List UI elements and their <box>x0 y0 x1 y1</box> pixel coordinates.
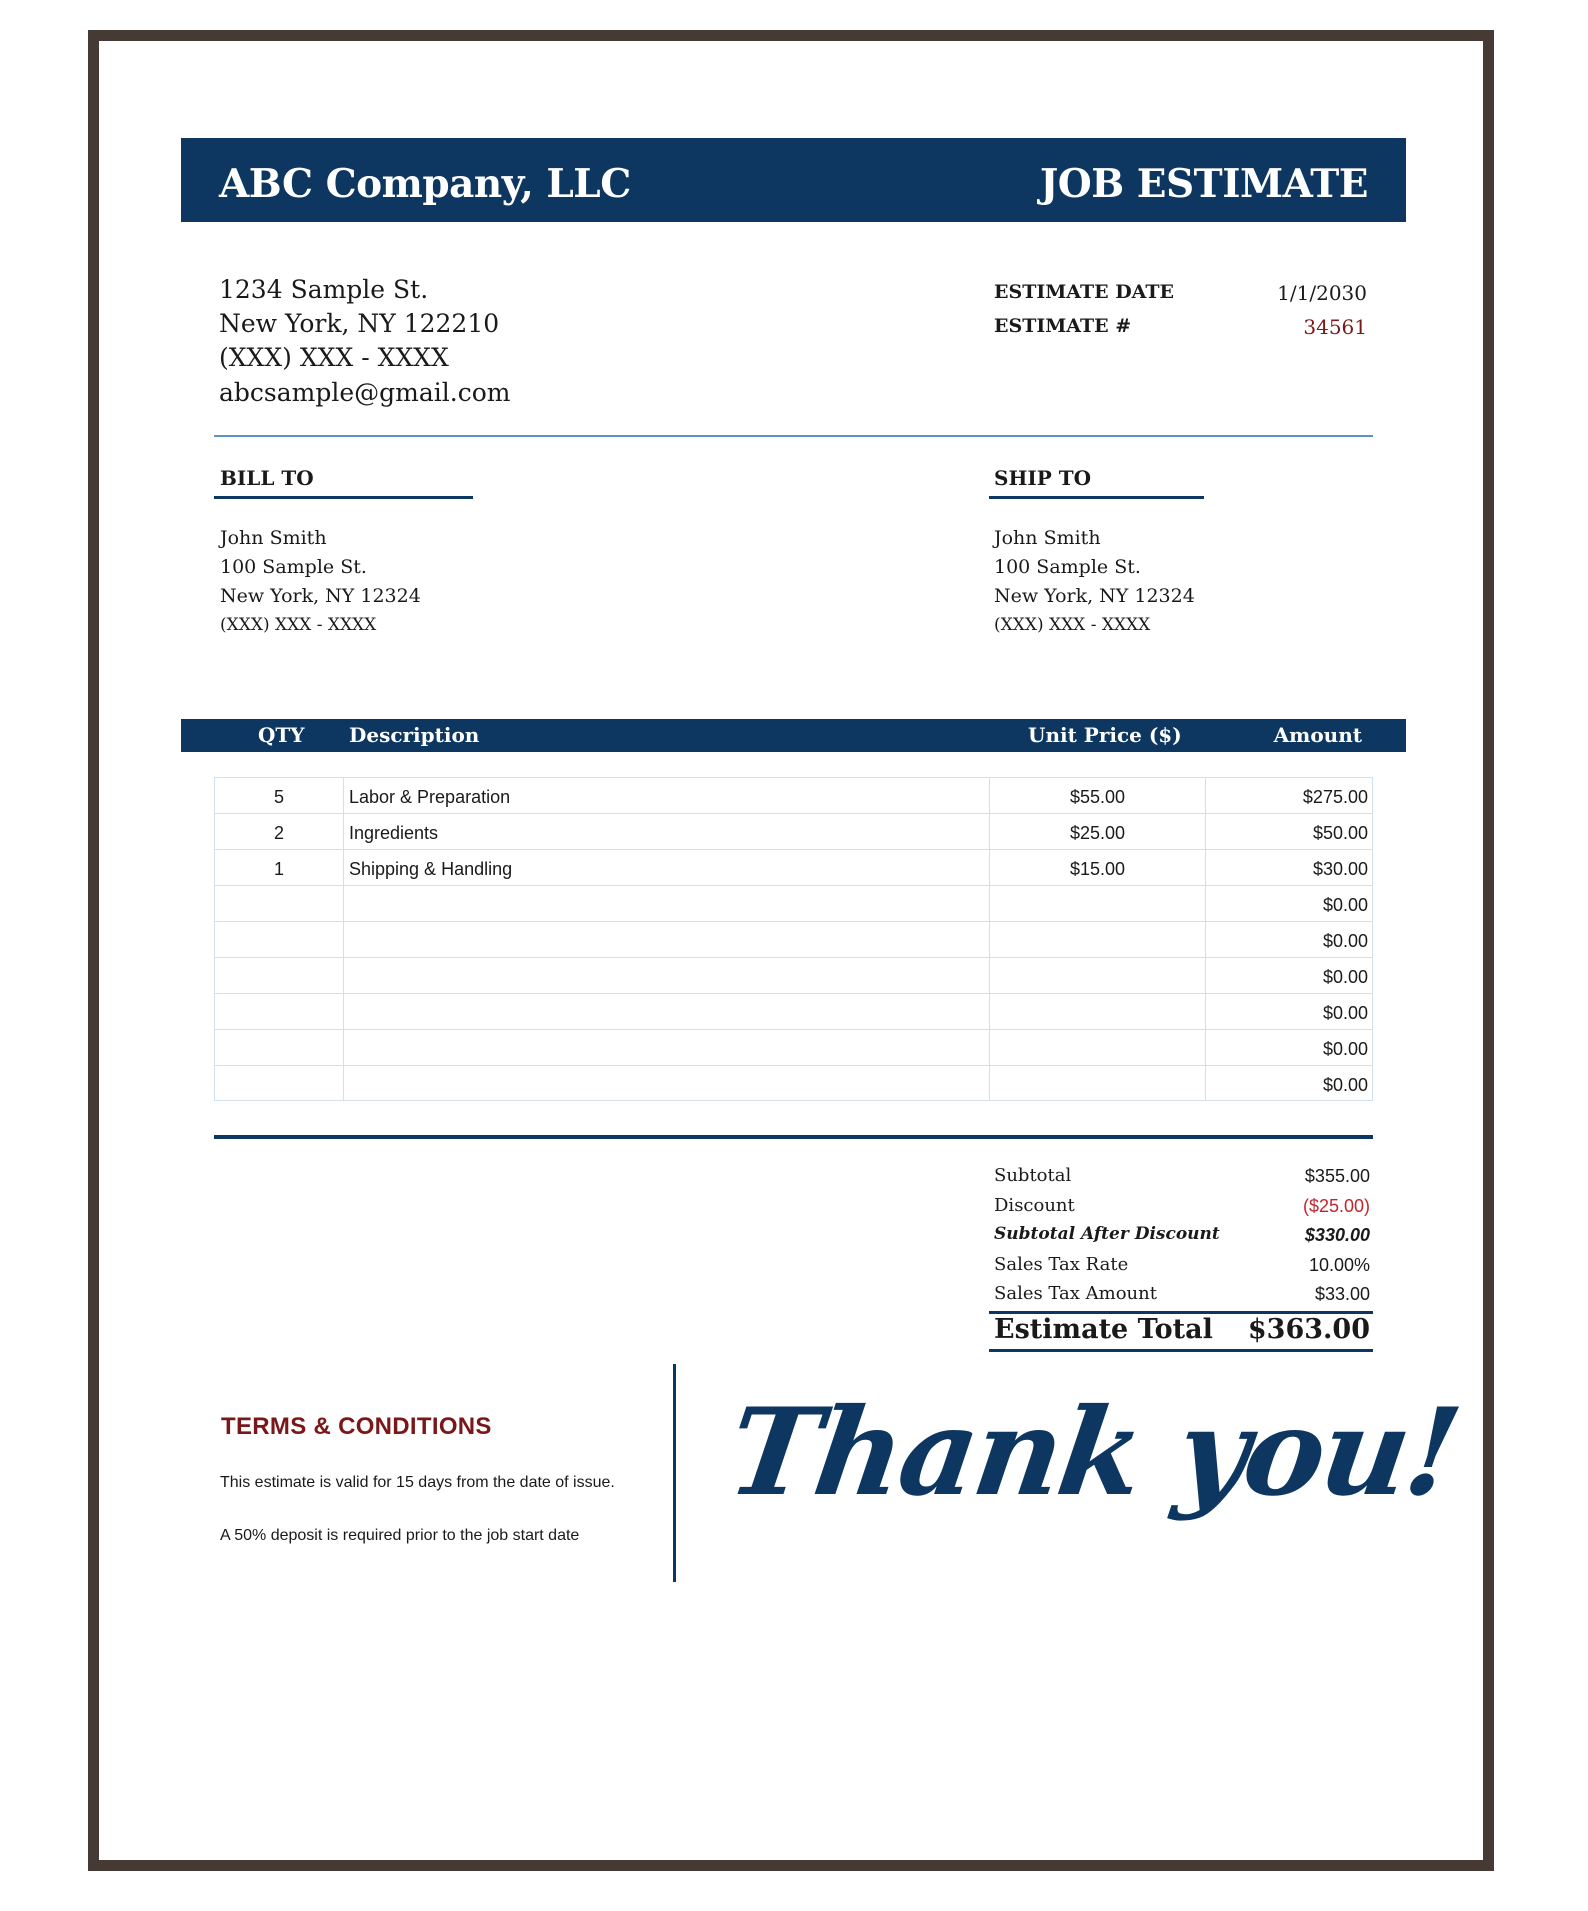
table-bottom-rule <box>214 1135 1373 1139</box>
header-amount: Amount <box>1273 723 1362 747</box>
table-row[interactable] <box>215 958 1372 994</box>
vertical-divider <box>673 1364 676 1582</box>
subtotal-label: Subtotal <box>994 1165 1072 1186</box>
estimate-total-value: $363.00 <box>1247 1314 1370 1345</box>
subtotal-after-discount-value: $330.00 <box>1304 1225 1370 1245</box>
ship-to-city: New York, NY 12324 <box>994 585 1195 607</box>
subtotal-value: $355.00 <box>1304 1166 1370 1186</box>
amount-cell: $50.00 <box>1312 823 1368 843</box>
subtotal-after-discount-label: Subtotal After Discount <box>994 1224 1220 1244</box>
description-cell[interactable]: Labor & Preparation <box>349 787 511 807</box>
terms-line-2: A 50% deposit is required prior to the job start date <box>220 1527 580 1544</box>
table-row[interactable] <box>215 778 1372 814</box>
items-table <box>214 777 1373 1101</box>
estimate-total-label: Estimate Total <box>994 1314 1213 1345</box>
company-name: ABC Company, LLC <box>219 161 631 207</box>
qty-cell[interactable]: 5 <box>273 787 284 807</box>
sales-tax-amount-label: Sales Tax Amount <box>994 1283 1157 1304</box>
bill-to-phone: (XXX) XXX - XXXX <box>220 615 377 635</box>
table-row[interactable] <box>215 814 1372 850</box>
bill-to-street: 100 Sample St. <box>220 556 367 578</box>
table-row[interactable] <box>215 994 1372 1030</box>
header-divider <box>214 435 1373 437</box>
bill-to-name: John Smith <box>220 527 327 549</box>
terms-line-1: This estimate is valid for 15 days from the date of issue. <box>220 1474 615 1491</box>
bill-to-underline <box>214 496 473 499</box>
company-email: abcsample@gmail.com <box>219 378 511 407</box>
qty-cell[interactable]: 2 <box>273 823 284 843</box>
header-unit-price: Unit Price ($) <box>1028 723 1182 747</box>
amount-cell: $0.00 <box>1322 967 1368 987</box>
amount-cell: $0.00 <box>1322 931 1368 951</box>
table-row[interactable] <box>215 1066 1372 1102</box>
header-description: Description <box>349 723 480 747</box>
bill-to-heading: BILL TO <box>220 466 314 490</box>
unit-price-cell[interactable]: $15.00 <box>1069 859 1126 879</box>
amount-cell: $275.00 <box>1302 787 1368 807</box>
amount-cell: $0.00 <box>1322 1003 1368 1023</box>
header-band <box>181 138 1406 222</box>
ship-to-name: John Smith <box>994 527 1101 549</box>
company-street: 1234 Sample St. <box>219 275 429 304</box>
estimate-number-value: 34561 <box>1303 315 1367 339</box>
table-row[interactable] <box>215 922 1372 958</box>
estimate-number-label: ESTIMATE # <box>994 315 1132 337</box>
total-bottom-rule <box>989 1349 1373 1352</box>
company-city: New York, NY 122210 <box>219 309 500 338</box>
ship-to-street: 100 Sample St. <box>994 556 1141 578</box>
table-row[interactable] <box>215 886 1372 922</box>
estimate-date-label: ESTIMATE DATE <box>994 281 1174 303</box>
items-table-header <box>181 719 1406 752</box>
bill-to-city: New York, NY 12324 <box>220 585 421 607</box>
table-row[interactable] <box>215 850 1372 886</box>
ship-to-phone: (XXX) XXX - XXXX <box>994 615 1151 635</box>
company-phone: (XXX) XXX - XXXX <box>219 343 449 372</box>
ship-to-heading: SHIP TO <box>994 466 1092 490</box>
discount-label: Discount <box>994 1195 1075 1216</box>
header-qty: QTY <box>258 723 305 747</box>
ship-to-underline <box>989 496 1204 499</box>
amount-cell: $30.00 <box>1312 859 1368 879</box>
terms-heading: TERMS & CONDITIONS <box>221 1413 492 1440</box>
document-title: JOB ESTIMATE <box>1039 161 1368 207</box>
description-cell[interactable]: Ingredients <box>349 823 439 843</box>
sales-tax-amount-value: $33.00 <box>1314 1284 1370 1304</box>
sales-tax-rate-value[interactable]: 10.00% <box>1308 1255 1370 1275</box>
description-cell[interactable]: Shipping & Handling <box>349 859 513 879</box>
amount-cell: $0.00 <box>1322 895 1368 915</box>
sales-tax-rate-label: Sales Tax Rate <box>994 1254 1129 1275</box>
amount-cell: $0.00 <box>1322 1075 1368 1095</box>
qty-cell[interactable]: 1 <box>273 859 284 879</box>
table-row[interactable] <box>215 1030 1372 1066</box>
thank-you-message: Thank you! <box>720 1382 1467 1523</box>
unit-price-cell[interactable]: $55.00 <box>1069 787 1126 807</box>
discount-value[interactable]: ($25.00) <box>1302 1196 1370 1216</box>
unit-price-cell[interactable]: $25.00 <box>1069 823 1126 843</box>
amount-cell: $0.00 <box>1322 1039 1368 1059</box>
estimate-date-value: 1/1/2030 <box>1277 281 1367 305</box>
